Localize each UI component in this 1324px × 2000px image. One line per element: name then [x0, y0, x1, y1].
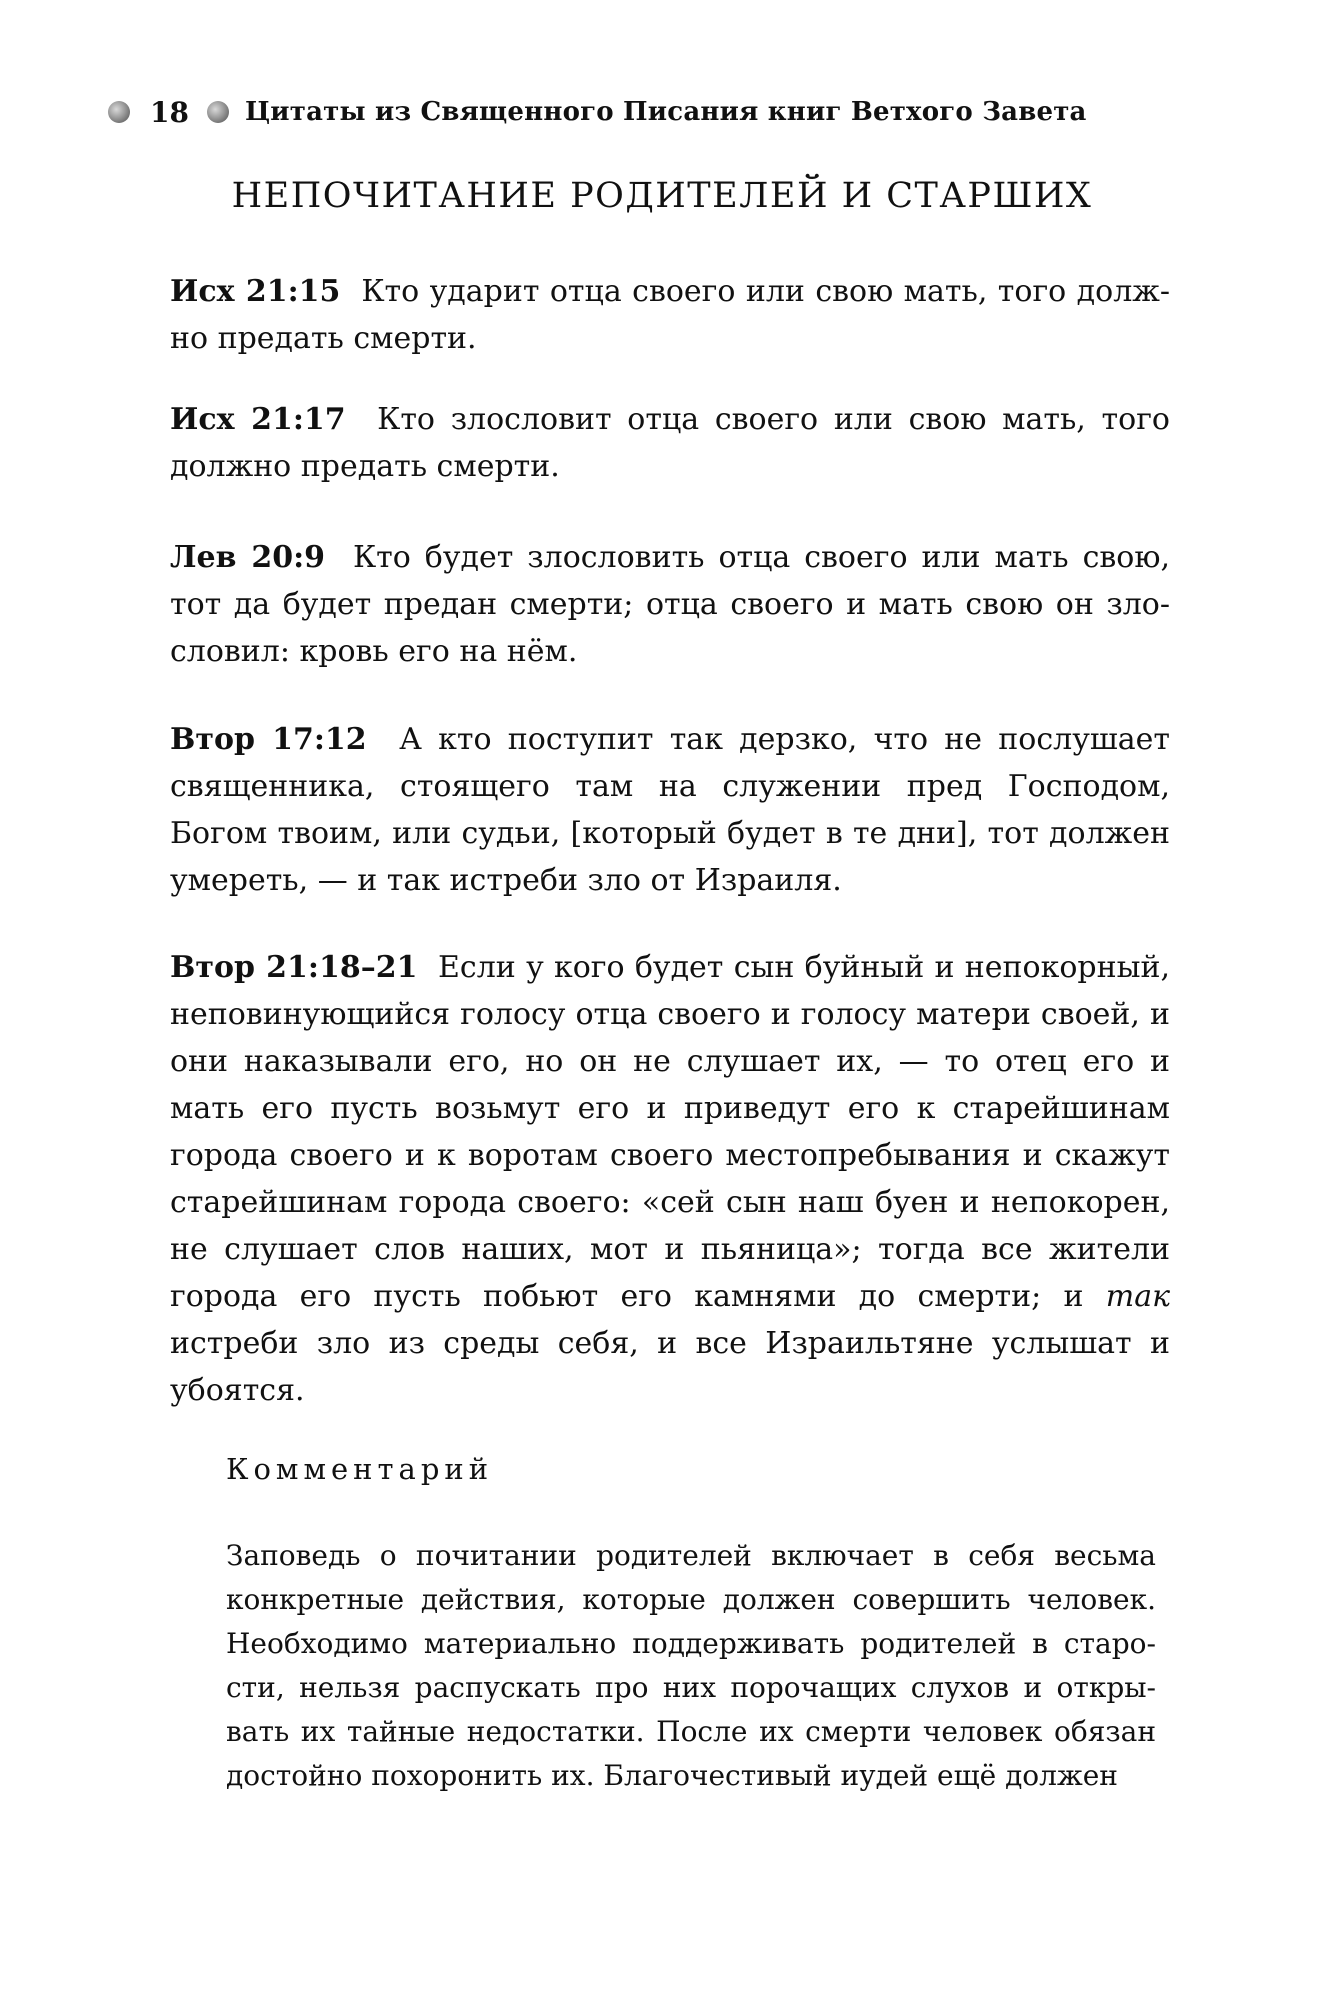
bullet-dot-icon [207, 101, 229, 123]
verse-italic-word: так [1105, 1279, 1170, 1314]
running-title: Цитаты из Священного Писания книг Ветхого Завета [244, 97, 1087, 127]
commentary-heading: Комментарий [226, 1452, 494, 1486]
verse-deuteronomy-21-18-21 [170, 944, 1170, 1414]
bullet-dot-icon [108, 101, 130, 123]
verse-reference: Втор 17:12 [170, 722, 367, 757]
verse-text: Если у кого будет сын буйный и непокорный, неповинующийся голосу отца своего и голосу матери своей, и они наказывали его, но он не слушает их, — то отец его и мать его пусть возьмут его и приведут его к старейшинам города своего и к воротам своего местопребывания и скажут старейшинам города своего: «сей сын наш буен и непокорен, не слушает слов наших, мот и пьяница»; тогда все жители города его пусть побьют его камнями до смерти; и [170, 950, 1171, 1314]
verse-exodus-21-15 [170, 268, 1170, 362]
verse-exodus-21-17 [170, 396, 1170, 490]
verse-reference: Лев 20:9 [170, 540, 326, 575]
verse-text: А кто поступит так дерзко, что не послушает священника, стоящего там на служении пред Господом, Богом твоим, или судьи, [который будет в те дни], тот должен умереть, — и так истреби зло от Израиля. [170, 722, 1170, 898]
verse-text: Кто будет злословить отца своего или мать свою, тот да будет предан смерти; отца своего и мать свою он злословил: кровь его на нём. [170, 540, 1171, 669]
verse-deuteronomy-17-12 [170, 716, 1170, 904]
verse-leviticus-20-9 [170, 534, 1170, 675]
verse-text: Кто злословит отца своего или свою мать, того должно предать смерти. [170, 402, 1170, 484]
page-number: 18 [150, 95, 189, 129]
running-header [108, 92, 1208, 132]
verse-reference: Исх 21:15 [170, 274, 341, 309]
chapter-title: НЕПОЧИТАНИЕ РОДИТЕЛЕЙ И СТАРШИХ [231, 176, 1093, 216]
verse-reference: Исх 21:17 [170, 402, 346, 437]
verse-text: Кто ударит отца своего или свою мать, того должно предать смерти. [170, 274, 1171, 356]
commentary-paragraph: Заповедь о почитании родителей включает в себя весьма конкретные действия, которые должен совершить человек. Необходимо материально поддерживать родителей в старости, нельзя распускать про них порочащих слухов и открывать их тайные недостатки. После их смерти человек обязан достойно похоронить их. Благочестивый иудей ещё должен [226, 1539, 1156, 1792]
verse-reference: Втор 21:18–21 [170, 950, 418, 985]
verse-text-continued: истреби зло из среды себя, и все Израильтяне услышат и убоятся. [170, 1326, 1170, 1408]
